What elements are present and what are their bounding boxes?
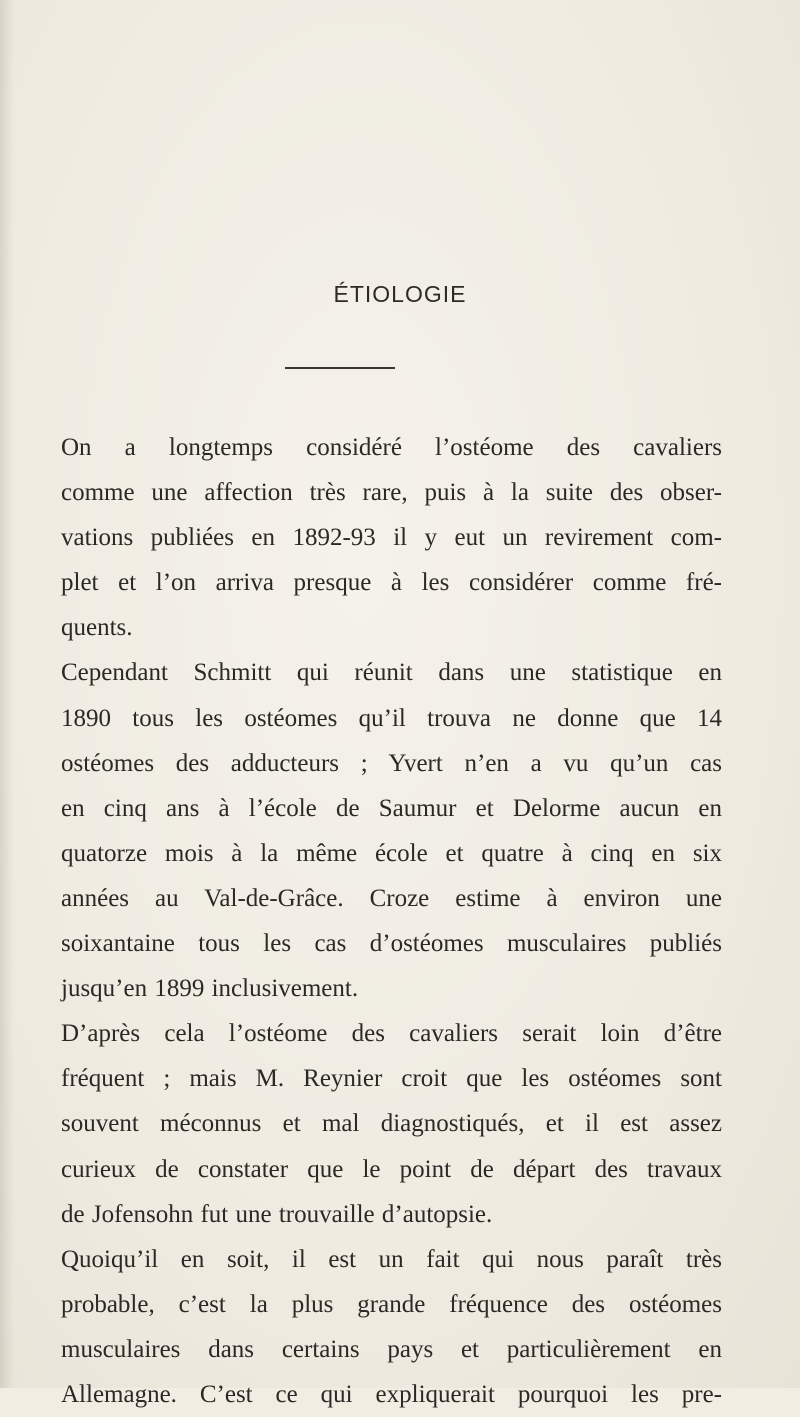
text-line: fréquent ; mais M. Reynier croit que les ostéomes sont bbox=[61, 1065, 722, 1093]
chapter-heading: ÉTIOLOGIE bbox=[333, 281, 467, 307]
text-line: comme une affection très rare, puis à la suite des obser- bbox=[61, 479, 722, 507]
text-line: D’après cela l’ostéome des cavaliers serait loin d’être bbox=[61, 1020, 722, 1048]
heading-rule bbox=[285, 367, 395, 369]
text-line: curieux de constater que le point de départ des travaux bbox=[61, 1155, 722, 1183]
paragraph bbox=[61, 425, 722, 650]
text-line: musculaires dans certains pays et particulièrement en bbox=[61, 1335, 722, 1363]
page-gutter-shadow bbox=[0, 0, 14, 1388]
text-line: en cinq ans à l’école de Saumur et Delorme aucun en bbox=[61, 794, 722, 822]
paragraph bbox=[61, 1237, 722, 1417]
paragraph bbox=[61, 650, 722, 1011]
text-line: années au Val-de-Grâce. Croze estime à environ une bbox=[61, 884, 722, 912]
text-line: Cependant Schmitt qui réunit dans une statistique en bbox=[61, 659, 722, 687]
paragraph bbox=[61, 1011, 722, 1236]
text-line: soixantaine tous les cas d’ostéomes musculaires publiés bbox=[61, 930, 722, 958]
text-line: jusqu’en 1899 inclusivement. bbox=[61, 975, 359, 1003]
text-line: probable, c’est la plus grande fréquence des ostéomes bbox=[61, 1290, 722, 1318]
text-line: Quoiqu’il en soit, il est un fait qui nous paraît très bbox=[61, 1245, 722, 1273]
text-line: souvent méconnus et mal diagnostiqués, et il est assez bbox=[61, 1110, 722, 1138]
body-text bbox=[61, 425, 722, 1417]
text-line: plet et l’on arriva presque à les considérer comme fré- bbox=[61, 569, 722, 597]
text-line: vations publiées en 1892-93 il y eut un revirement com- bbox=[61, 524, 722, 552]
text-line: ostéomes des adducteurs ; Yvert n’en a vu qu’un cas bbox=[61, 749, 722, 777]
text-line: Allemagne. C’est ce qui expliquerait pourquoi les pre- bbox=[61, 1380, 722, 1408]
text-line: quatorze mois à la même école et quatre à cinq en six bbox=[61, 839, 722, 867]
text-line: 1890 tous les ostéomes qu’il trouva ne donne que 14 bbox=[61, 704, 722, 732]
text-line: de Jofensohn fut une trouvaille d’autopsie. bbox=[61, 1200, 493, 1228]
text-line: quents. bbox=[61, 614, 133, 642]
text-line: On a longtemps considéré l’ostéome des cavaliers bbox=[61, 434, 722, 461]
